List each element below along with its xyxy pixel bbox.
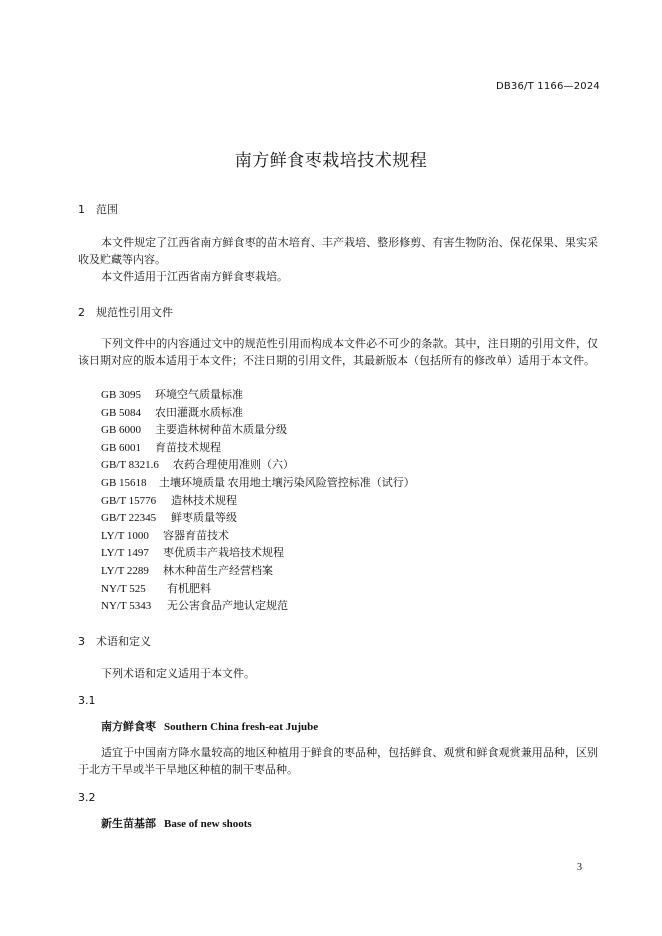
term-title-en: Southern China fresh-eat Jujube	[164, 721, 319, 733]
reference-name: 农药合理使用准则（六）	[173, 459, 294, 472]
reference-item	[101, 563, 415, 581]
section-number: 2	[78, 306, 85, 319]
references-intro: 下列文件中的内容通过文中的规范性引用而构成本文件必不可少的条款。其中，注日期的引用文件，仅该日期对应的版本适用于本文件；不注日期的引用文件，其最新版本（包括所有的修改单）适用于本文件。	[78, 338, 598, 367]
reference-code: GB 5084	[101, 406, 142, 419]
reference-item	[101, 581, 415, 599]
reference-name: 鲜枣质量等级	[171, 512, 237, 525]
reference-item	[101, 545, 415, 563]
reference-code: GB 6001	[101, 441, 142, 454]
terms-intro: 下列术语和定义适用于本文件。	[101, 668, 255, 680]
reference-item	[101, 493, 415, 511]
reference-name: 主要造林树种苗木质量分级	[155, 424, 287, 437]
term-title-en: Base of new shoots	[164, 818, 252, 830]
reference-name: 育苗技术规程	[155, 441, 221, 454]
reference-code: GB 6000	[101, 424, 142, 437]
reference-item	[101, 598, 415, 616]
section-number: 3	[78, 635, 85, 648]
document-title: 南方鲜食枣栽培技术规程	[234, 151, 428, 171]
section-2-heading	[78, 304, 173, 320]
reference-name: 环境空气质量标准	[155, 389, 243, 401]
reference-code: GB/T 15776	[101, 494, 157, 507]
scope-paragraph-2: 本文件适用于江西省南方鲜食枣栽培。	[101, 271, 288, 283]
term-title-cn: 新生苗基部	[101, 817, 156, 830]
reference-name: 农田灌溉水质标准	[155, 406, 243, 419]
reference-item	[101, 457, 415, 475]
reference-item	[101, 440, 415, 458]
term-3-1-title	[101, 718, 318, 734]
reference-name: 容器育苗技术	[163, 529, 229, 542]
reference-item	[101, 475, 415, 493]
section-title: 术语和定义	[96, 635, 151, 648]
reference-code: GB 3095	[101, 389, 142, 401]
reference-code: LY/T 1000	[101, 529, 149, 542]
reference-code: GB/T 8321.6	[101, 459, 159, 472]
term-3-1-definition: 适宜于中国南方降水量较高的地区种植用于鲜食的枣品种，包括鲜食、观赏和鲜食观赏兼用品种，区别于北方干旱或半干旱地区种植的制干枣品种。	[78, 747, 598, 776]
section-3-heading	[78, 633, 151, 649]
reference-name: 有机肥料	[167, 582, 211, 595]
term-3-2-title	[101, 815, 252, 831]
term-3-2-number: 3.2	[78, 791, 96, 804]
reference-item	[101, 528, 415, 546]
section-1-heading	[78, 201, 118, 217]
reference-item	[101, 387, 415, 405]
reference-code: NY/T 5343	[101, 600, 152, 613]
reference-name: 林木种苗生产经营档案	[163, 564, 273, 577]
reference-item	[101, 510, 415, 528]
reference-name: 枣优质丰产栽培技术规程	[163, 547, 284, 560]
reference-code: GB 15618	[101, 476, 147, 489]
reference-list	[101, 387, 415, 616]
reference-name: 土壤环境质量 农用地土壤污染风险管控标准（试行）	[159, 476, 415, 489]
reference-item	[101, 405, 415, 423]
reference-code: GB/T 22345	[101, 512, 157, 525]
section-title: 规范性引用文件	[96, 306, 173, 319]
term-3-1-number: 3.1	[78, 694, 96, 707]
reference-code: LY/T 1497	[101, 547, 149, 560]
page-number: 3	[577, 862, 582, 873]
reference-name: 造林技术规程	[171, 494, 237, 507]
reference-code: LY/T 2289	[101, 564, 149, 577]
section-title: 范围	[96, 203, 118, 216]
scope-paragraph-1: 本文件规定了江西省南方鲜食枣的苗木培育、丰产栽培、整形修剪、有害生物防治、保花保果、果实采收及贮藏等内容。	[78, 237, 598, 266]
reference-code: NY/T 525	[101, 582, 146, 595]
term-title-cn: 南方鲜食枣	[101, 720, 156, 733]
section-number: 1	[78, 203, 85, 216]
reference-name: 无公害食品产地认定规范	[167, 600, 288, 613]
reference-item	[101, 422, 415, 440]
document-code: DB36/T 1166—2024	[495, 81, 600, 92]
